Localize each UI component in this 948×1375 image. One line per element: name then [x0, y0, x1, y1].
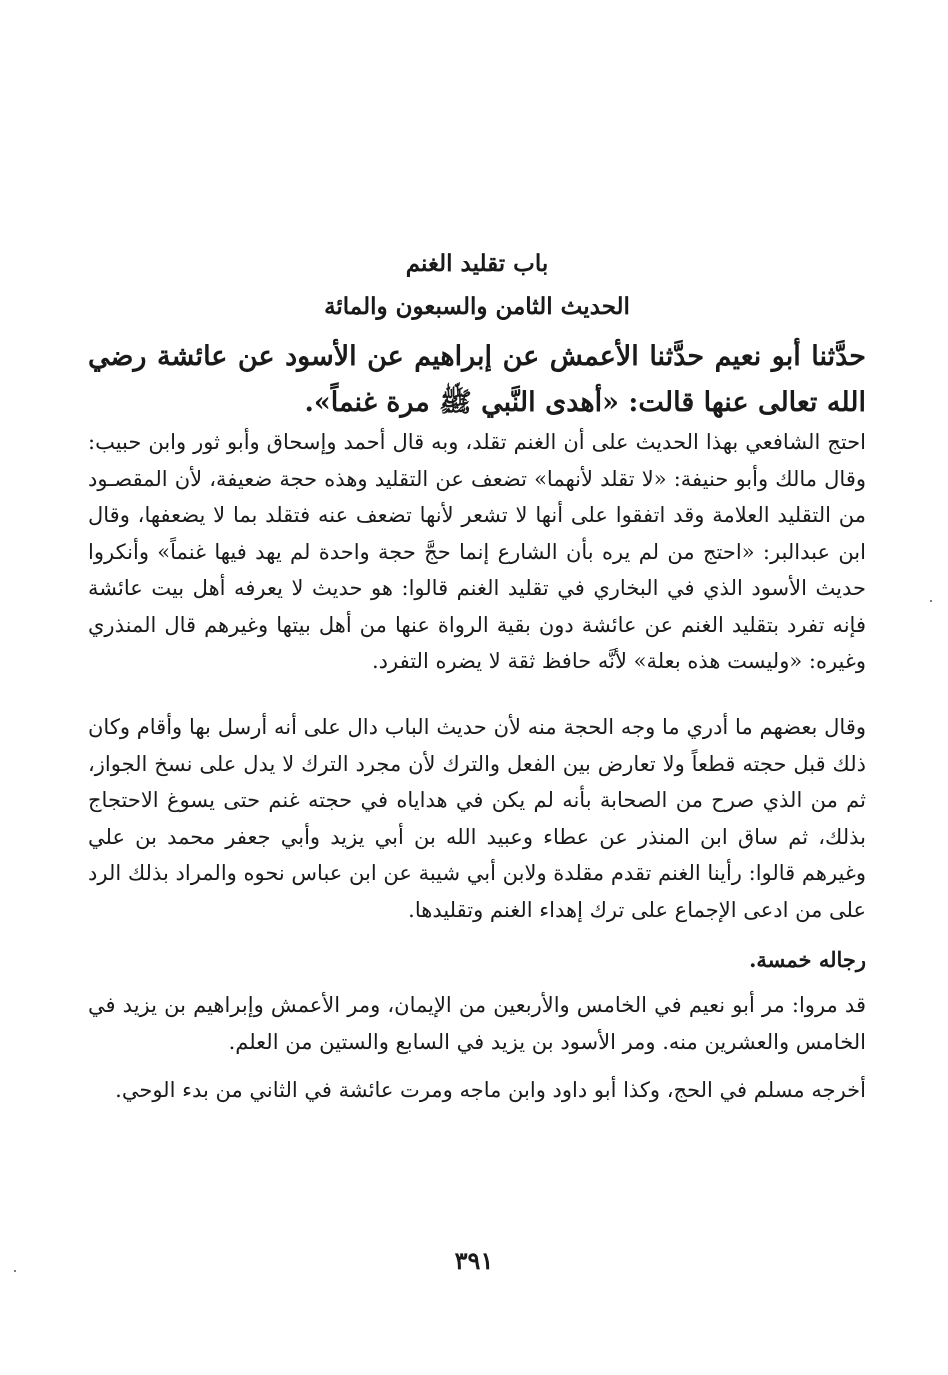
page-number: ٣٩١: [454, 1246, 494, 1275]
commentary-paragraph-1: احتج الشافعي بهذا الحديث على أن الغنم تقلد، وبه قال أحمد وإسحاق وأبو ثور وابن حبيب: وقال مالك وأبو حنيفة: «لا تقلد لأنهما» تضعف عن التقليد وهذه حجة ضعيفة، لأن المقصـود من التقليد العلامة وقد اتفقوا على أنها لا تشعر لأنها تضعف عنه فتقلد بما لا يضعفها، وقال ابن عبدالبر: «احتج من لم يره بأن الشارع إنما حجَّ حجة واحدة لم يهد فيها غنماً» وأنكروا حديث الأسود الذي في البخاري في تقليد الغنم قالوا: هو حديث لا يعرفه أهل بيت عائشة فإنه تفرد بتقليد الغنم عن عائشة دون بقية الرواة عنها من أهل بيتها وغيرهم قال المنذري وغيره: «وليست هذه بعلة» لأنَّه حافظ ثقة لا يضره التفرد.: [88, 430, 866, 673]
hadith-text: حدَّثنا أبو نعيم حدَّثنا الأعمش عن إبراهيم عن الأسود عن عائشة رضي الله تعالى عنها قالت: «أهدى النَّبي ﷺ مرة غنماً».: [88, 341, 867, 418]
scan-speck: [14, 1270, 16, 1272]
scan-speck: [930, 600, 932, 602]
hadith-title: الحديث الثامن والسبعون والمائة: [324, 293, 630, 320]
narrators-paragraph: قد مروا: مر أبو نعيم في الخامس والأربعين من الإيمان، ومر الأعمش وإبراهيم بن يزيد في الخامس والعشرين منه. ومر الأسود بن يزيد في السابع والستين من العلم.: [88, 993, 866, 1054]
commentary-paragraph-2: وقال بعضهم ما أدري ما وجه الحجة منه لأن حديث الباب دال على أنه أرسل بها وأقام وكان ذلك قبل حجته قطعاً ولا تعارض بين الفعل والترك لأن مجرد الترك لا يدل على نسخ الجواز، ثم من الذي صرح من الصحابة بأنه لم يكن في هداياه في حجته غنم حتى يسوغ الاحتجاج بذلك، ثم ساق ابن المنذر عن عطاء وعبيد الله بن أبي يزيد وأبي جعفر محمد بن علي وغيرهم قالوا: رأينا الغنم تقدم مقلدة ولابن أبي شيبة عن ابن عباس نحوه والمراد بذلك الرد على من ادعى الإجماع على ترك إهداء الغنم وتقليدها.: [88, 715, 866, 922]
takhrij-paragraph: أخرجه مسلم في الحج، وكذا أبو داود وابن ماجه ومرت عائشة في الثاني من بدء الوحي.: [115, 1078, 866, 1102]
narrators-heading: رجاله خمسة.: [749, 947, 866, 972]
chapter-title: باب تقليد الغنم: [405, 250, 549, 277]
